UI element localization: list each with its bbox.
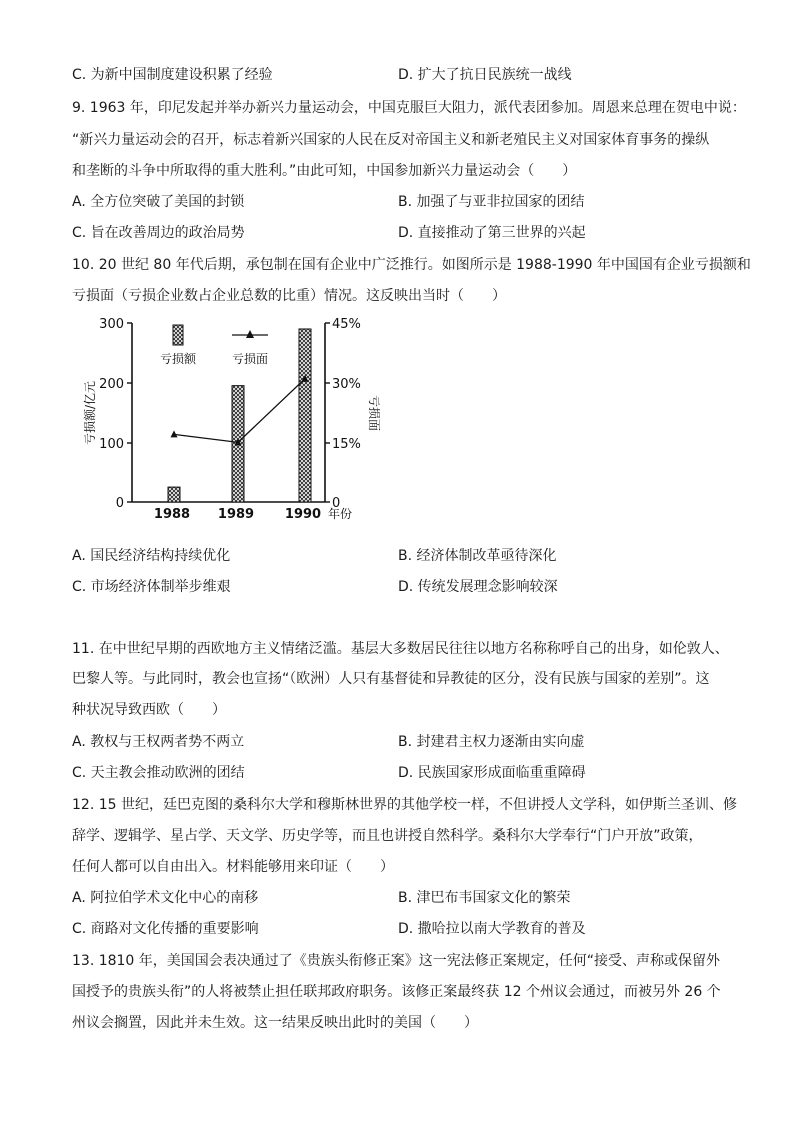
legend-line-marker	[246, 330, 254, 338]
q11-option-b: B. 封建君主权力逐渐由实向虚	[398, 734, 585, 750]
x-axis-unit: 年份	[328, 507, 353, 521]
q11-stem-line-1: 11. 在中世纪早期的西欧地方主义情绪泛滥。基层大多数居民往往以地方名称称呼自己的出身，如伦敦人、	[72, 641, 729, 657]
bar-loss-amount-1988	[168, 487, 180, 502]
q8-option-d: D. 扩大了抗日民族统一战线	[398, 67, 572, 83]
legend-bar-label: 亏损额	[159, 352, 197, 366]
q10-stem-line-2: 亏损面（亏损企业数占企业总数的比重）情况。这反映出当时（ ）	[72, 288, 506, 304]
q13-stem-line-3: 州议会搁置，因此并未生效。这一结果反映出此时的美国（ ）	[72, 1015, 478, 1031]
x-tick-label-1988: 1988	[153, 507, 191, 522]
left-tick-label: 300	[99, 317, 124, 332]
left-axis-title: 亏损额/亿元	[83, 380, 97, 446]
q12-option-d: D. 撒哈拉以南大学教育的普及	[398, 921, 586, 937]
q10-option-b: B. 经济体制改革亟待深化	[398, 548, 557, 564]
q11-stem-line-3: 种状况导致西欧（ ）	[72, 702, 226, 718]
q12-stem-line-3: 任何人都可以自由出入。材料能够用来印证（ ）	[72, 859, 394, 875]
q8-option-c: C. 为新中国制度建设积累了经验	[72, 67, 273, 83]
q11-stem-line-2: 巴黎人等。与此同时，教会也宣扬“（欧洲）人只有基督徒和异教徒的区分，没有民族与国家的差别”。这	[72, 671, 710, 687]
legend-line-label: 亏损面	[231, 352, 269, 366]
left-tick-label: 0	[115, 496, 124, 511]
q9-option-c: C. 旨在改善周边的政治局势	[72, 225, 245, 241]
point-loss-ratio-1988	[171, 430, 178, 437]
x-tick-label-1990: 1990	[284, 507, 322, 522]
q9-stem-line-1: 9. 1963 年，印尼发起并举办新兴力量运动会，中国克服巨大阻力，派代表团参加。周恩来总理在贺电中说：	[72, 100, 746, 116]
q9-stem-line-3: 和垄断的斗争中所取得的重大胜利。”由此可知，中国参加新兴力量运动会（ ）	[72, 163, 577, 179]
bar-loss-amount-1990	[299, 329, 311, 502]
legend-bar-swatch	[173, 325, 183, 345]
q10-option-a: A. 国民经济结构持续优化	[72, 548, 231, 564]
q12-stem-line-1: 12. 15 世纪，廷巴克图的桑科尔大学和穆斯林世界的其他学校一样，不但讲授人文学科，如伊斯兰圣训、修	[72, 797, 737, 813]
q11-option-d: D. 民族国家形成面临重重障碍	[398, 765, 586, 781]
right-tick-label: 0	[332, 496, 341, 511]
q10-option-c: C. 市场经济体制举步维艰	[72, 579, 231, 595]
right-axis-title: 亏损面	[367, 394, 381, 432]
q13-stem-line-1: 13. 1810 年，美国国会表决通过了《贵族头衔修正案》这一宪法修正案规定，任何“接受、声称或保留外	[72, 953, 721, 969]
left-tick-label: 100	[99, 437, 124, 452]
q11-option-c: C. 天主教会推动欧洲的团结	[72, 765, 245, 781]
right-tick-label: 15%	[332, 437, 361, 452]
q10-option-d: D. 传统发展理念影响较深	[398, 579, 558, 595]
left-tick-label: 200	[99, 377, 124, 392]
x-tick-label-1989: 1989	[217, 507, 255, 522]
q9-option-d: D. 直接推动了第三世界的兴起	[398, 225, 586, 241]
q10-stem-line-1: 10. 20 世纪 80 年代后期，承包制在国有企业中广泛推行。如图所示是 1988-1990 年中国国有企业亏损额和	[72, 257, 751, 273]
q12-option-a: A. 阿拉伯学术文化中心的南移	[72, 890, 259, 906]
q9-stem-line-2: “新兴力量运动会的召开，标志着新兴国家的人民在反对帝国主义和新老殖民主义对国家体育事务的操纵	[72, 132, 710, 148]
q11-option-a: A. 教权与王权两者势不两立	[72, 734, 245, 750]
q12-stem-line-2: 辞学、逻辑学、星占学、天文学、历史学等，而且也讲授自然科学。桑科尔大学奉行“门户开放”政策，	[72, 828, 703, 844]
right-tick-label: 45%	[332, 317, 361, 332]
loss-chart	[72, 313, 392, 528]
q12-option-b: B. 津巴布韦国家文化的繁荣	[398, 890, 571, 906]
q12-option-c: C. 商路对文化传播的重要影响	[72, 921, 259, 937]
right-tick-label: 30%	[332, 377, 361, 392]
q9-option-a: A. 全方位突破了美国的封锁	[72, 194, 245, 210]
q13-stem-line-2: 国授予的贵族头衔”的人将被禁止担任联邦政府职务。该修正案最终获 12 个州议会通过，而被另外 26 个	[72, 984, 721, 1000]
q9-option-b: B. 加强了与亚非拉国家的团结	[398, 194, 585, 210]
